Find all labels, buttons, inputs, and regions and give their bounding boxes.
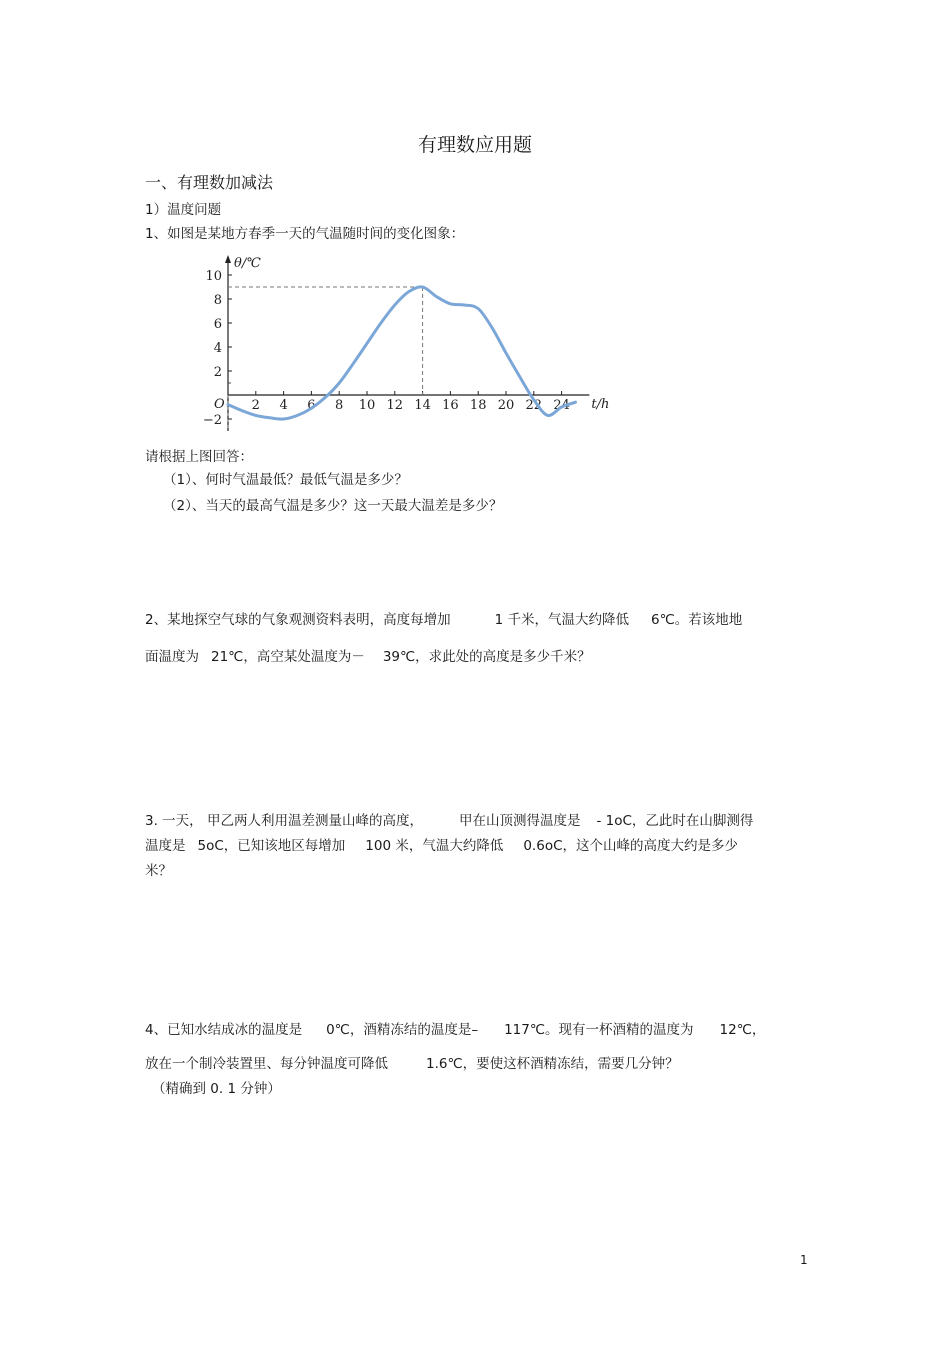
question-4-line-3: （精确到 0. 1 分钟） [152, 1081, 281, 1097]
y-axis-arrow [225, 255, 231, 263]
question-1-intro: 1、如图是某地方春季一天的气温随时间的变化图象： [145, 226, 465, 242]
question-3-line-3: 米？ [145, 863, 172, 879]
x-tick-label: 16 [442, 398, 459, 413]
y-tick-label: 10 [205, 269, 222, 284]
chart-axes [214, 255, 609, 431]
question-1-prompt: 请根据上图回答： [145, 449, 253, 465]
x-tick-label: 6 [307, 398, 316, 413]
page-number: 1 [800, 1253, 808, 1267]
x-tick-label: 10 [358, 398, 376, 413]
y-tick-label: 6 [213, 317, 222, 332]
x-tick-label: 22 [525, 398, 543, 413]
question-2-line-2: 面温度为 21℃，高空某处温度为－ 39℃，求此处的高度是多少千米？ [145, 649, 591, 665]
x-tick-label: 14 [414, 398, 431, 413]
x-axis-label: t/h [591, 397, 610, 412]
question-3-line-1: 3. 一天， 甲乙两人利用温差测量山峰的高度， 甲在山顶测得温度是 - 1oC，乙此时在山脚测得 [145, 813, 754, 829]
y-tick-label: −2 [202, 413, 222, 428]
x-tick-label: 4 [279, 398, 288, 413]
subsection-heading: 1）温度问题 [145, 202, 222, 218]
y-tick-label: 2 [213, 365, 222, 380]
question-3-line-2: 温度是 5oC，已知该地区每增加 100 米，气温大约降低 0.6oC，这个山峰的高度大约是多少 [145, 838, 738, 854]
temperature-chart [192, 250, 612, 440]
question-2-line-1: 2、某地探空气球的气象观测资料表明，高度每增加 1 千米，气温大约降低 6℃。若该地地 [145, 612, 743, 628]
y-axis-label: θ/℃ [234, 256, 261, 271]
question-4-line-1: 4、已知水结成冰的温度是 0℃，酒精冻结的温度是– 117℃。现有一杯酒精的温度为 12℃， [145, 1022, 766, 1038]
x-tick-label: 18 [469, 398, 487, 413]
x-tick-label: 12 [386, 398, 404, 413]
x-tick-label: 2 [251, 398, 260, 413]
x-tick-label: 8 [335, 398, 344, 413]
y-tick-label: 4 [213, 341, 222, 356]
section-heading: 一、有理数加减法 [145, 173, 274, 192]
page-title: 有理数应用题 [417, 134, 532, 156]
chart-ticks [203, 269, 570, 428]
question-1-part-1: （1）、何时气温最低？最低气温是多少？ [163, 472, 408, 488]
x-tick-label: 20 [497, 398, 515, 413]
question-1-part-2: （2）、当天的最高气温是多少？这一天最大温差是多少？ [163, 498, 503, 514]
origin-label: O [214, 397, 225, 412]
x-tick-label: 24 [553, 398, 570, 413]
question-4-line-2: 放在一个制冷装置里、每分钟温度可降低 1.6℃，要使这杯酒精冻结，需要几分钟？ [145, 1056, 679, 1072]
y-tick-label: 8 [213, 293, 222, 308]
